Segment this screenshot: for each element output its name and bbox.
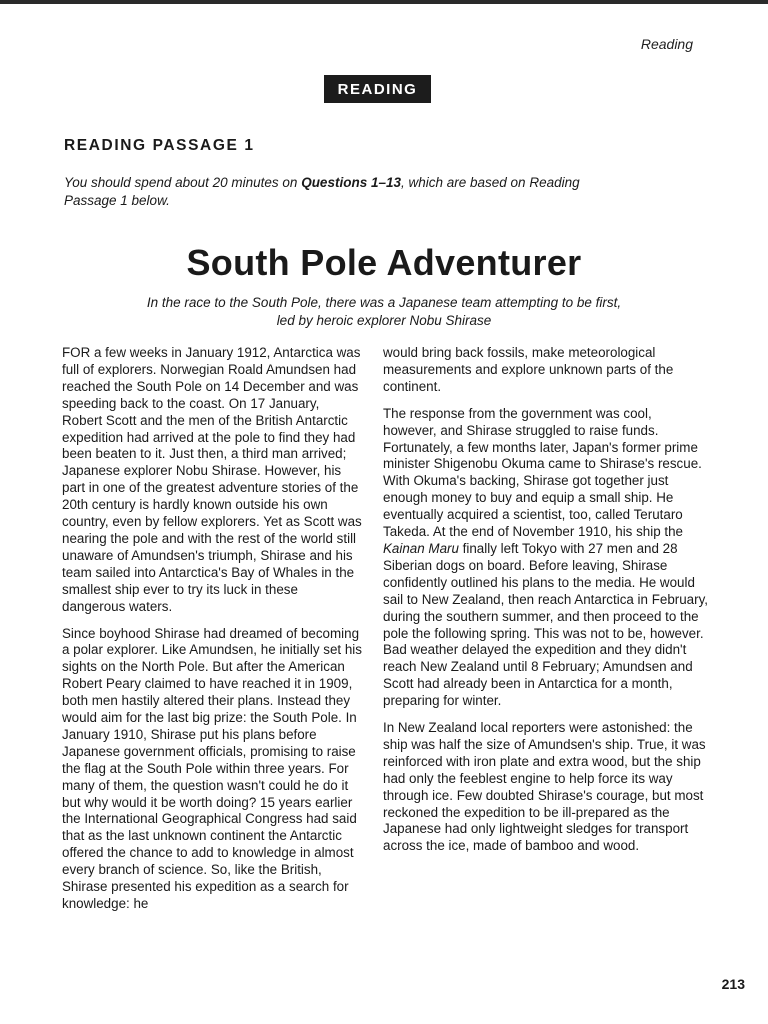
passage-heading: READING PASSAGE 1: [64, 137, 255, 154]
top-rule: [0, 0, 768, 4]
left-column: [62, 345, 362, 923]
standfirst-line: led by heroic explorer Nobu Shirase: [276, 313, 492, 328]
paragraph-3-text-end: finally left Tokyo with 27 men and 28 Siberian dogs on board. Before leaving, Shirase confidently outlined his plans to the media. He would sail to New Zealand, then reach Antarctica in February, during the southern summer, and then proceed to the pole the following spring. This was not to be, however. Bad weather delayed the expedition and they didn't reach New Zealand until 8 February; Amundsen and Scott had already been in Antarctica for a month, preparing for winter.: [383, 540, 709, 709]
paragraph-3: [383, 406, 708, 710]
standfirst: [100, 294, 668, 330]
standfirst-line: In the race to the South Pole, there was a Japanese team attempting to be first,: [146, 295, 622, 310]
paragraph-3-text: The response from the government was cool, however, and Shirase struggled to raise funds. Fortunately, a few months later, Japan's former prime minister Shigenobu Okuma came to Shirase's rescue. With Okuma's backing, Shirase got together just enough money to buy and equip a small ship. He eventually acquired a scientist, too, called Terutaro Takeda. At the end of November 1910, his ship the: [383, 405, 702, 540]
instructions-text-end: , which are based on Reading Passage 1 below.: [64, 175, 580, 208]
page-number: 213: [721, 976, 745, 992]
instructions: [64, 174, 584, 210]
paragraph-2-continued: would bring back fossils, make meteorological measurements and explore unknown parts of the continent.: [383, 345, 674, 394]
section-banner: READING: [324, 75, 431, 103]
paragraph-2: Since boyhood Shirase had dreamed of becoming a polar explorer. Like Amundsen, he initially set his sights on the North Pole. But after the American Robert Peary claimed to have reached it in 1909, both men hastily altered their plans. Instead they would aim for the last big prize: the South Pole. In January 1910, Shirase put his plans before Japanese government officials, promising to raise the flag at the South Pole within three years. For many of them, the question wasn't could he do it but why would it be worth doing? 15 years earlier the International Geographical Congress had said that as the last unknown continent the Antarctic offered the chance to add to knowledge in almost every branch of science. So, like the British, Shirase presented his expedition as a search for knowledge: he: [62, 625, 362, 911]
right-column: [383, 345, 708, 865]
instructions-questions: Questions 1–13: [301, 175, 401, 190]
instructions-text: You should spend about 20 minutes on: [64, 175, 302, 190]
paragraph-1: FOR a few weeks in January 1912, Antarctica was full of explorers. Norwegian Roald Amundsen had reached the South Pole on 14 December and was speeding back to the coast. On 17 January, Robert Scott and the men of the British Antarctic expedition had arrived at the pole to find they had been beaten to it. Just then, a third man arrived; Japanese explorer Nobu Shirase. However, his part in one of the greatest adventure stories of the 20th century is hardly known outside his own country, even by fellow explorers. Yet as Scott was nearing the pole and with the rest of the world still unaware of Amundsen's triumph, Shirase and his team sailed into Antarctica's Bay of Whales in the smallest ship ever to try its luck in these dangerous waters.: [62, 345, 362, 614]
article-title: South Pole Adventurer: [186, 242, 582, 283]
paragraph-4: In New Zealand local reporters were astonished: the ship was half the size of Amundsen's ship. True, it was reinforced with iron plate and extra wood, but the ship had only the feeblest engine to help force its way through ice. Few doubted Shirase's courage, but most reckoned the expedition to be ill-prepared as the Japanese had only lightweight sledges for transport across the ice, made of bamboo and wood.: [383, 720, 706, 854]
ship-name: Kainan Maru: [383, 540, 459, 556]
running-head: Reading: [640, 36, 693, 52]
